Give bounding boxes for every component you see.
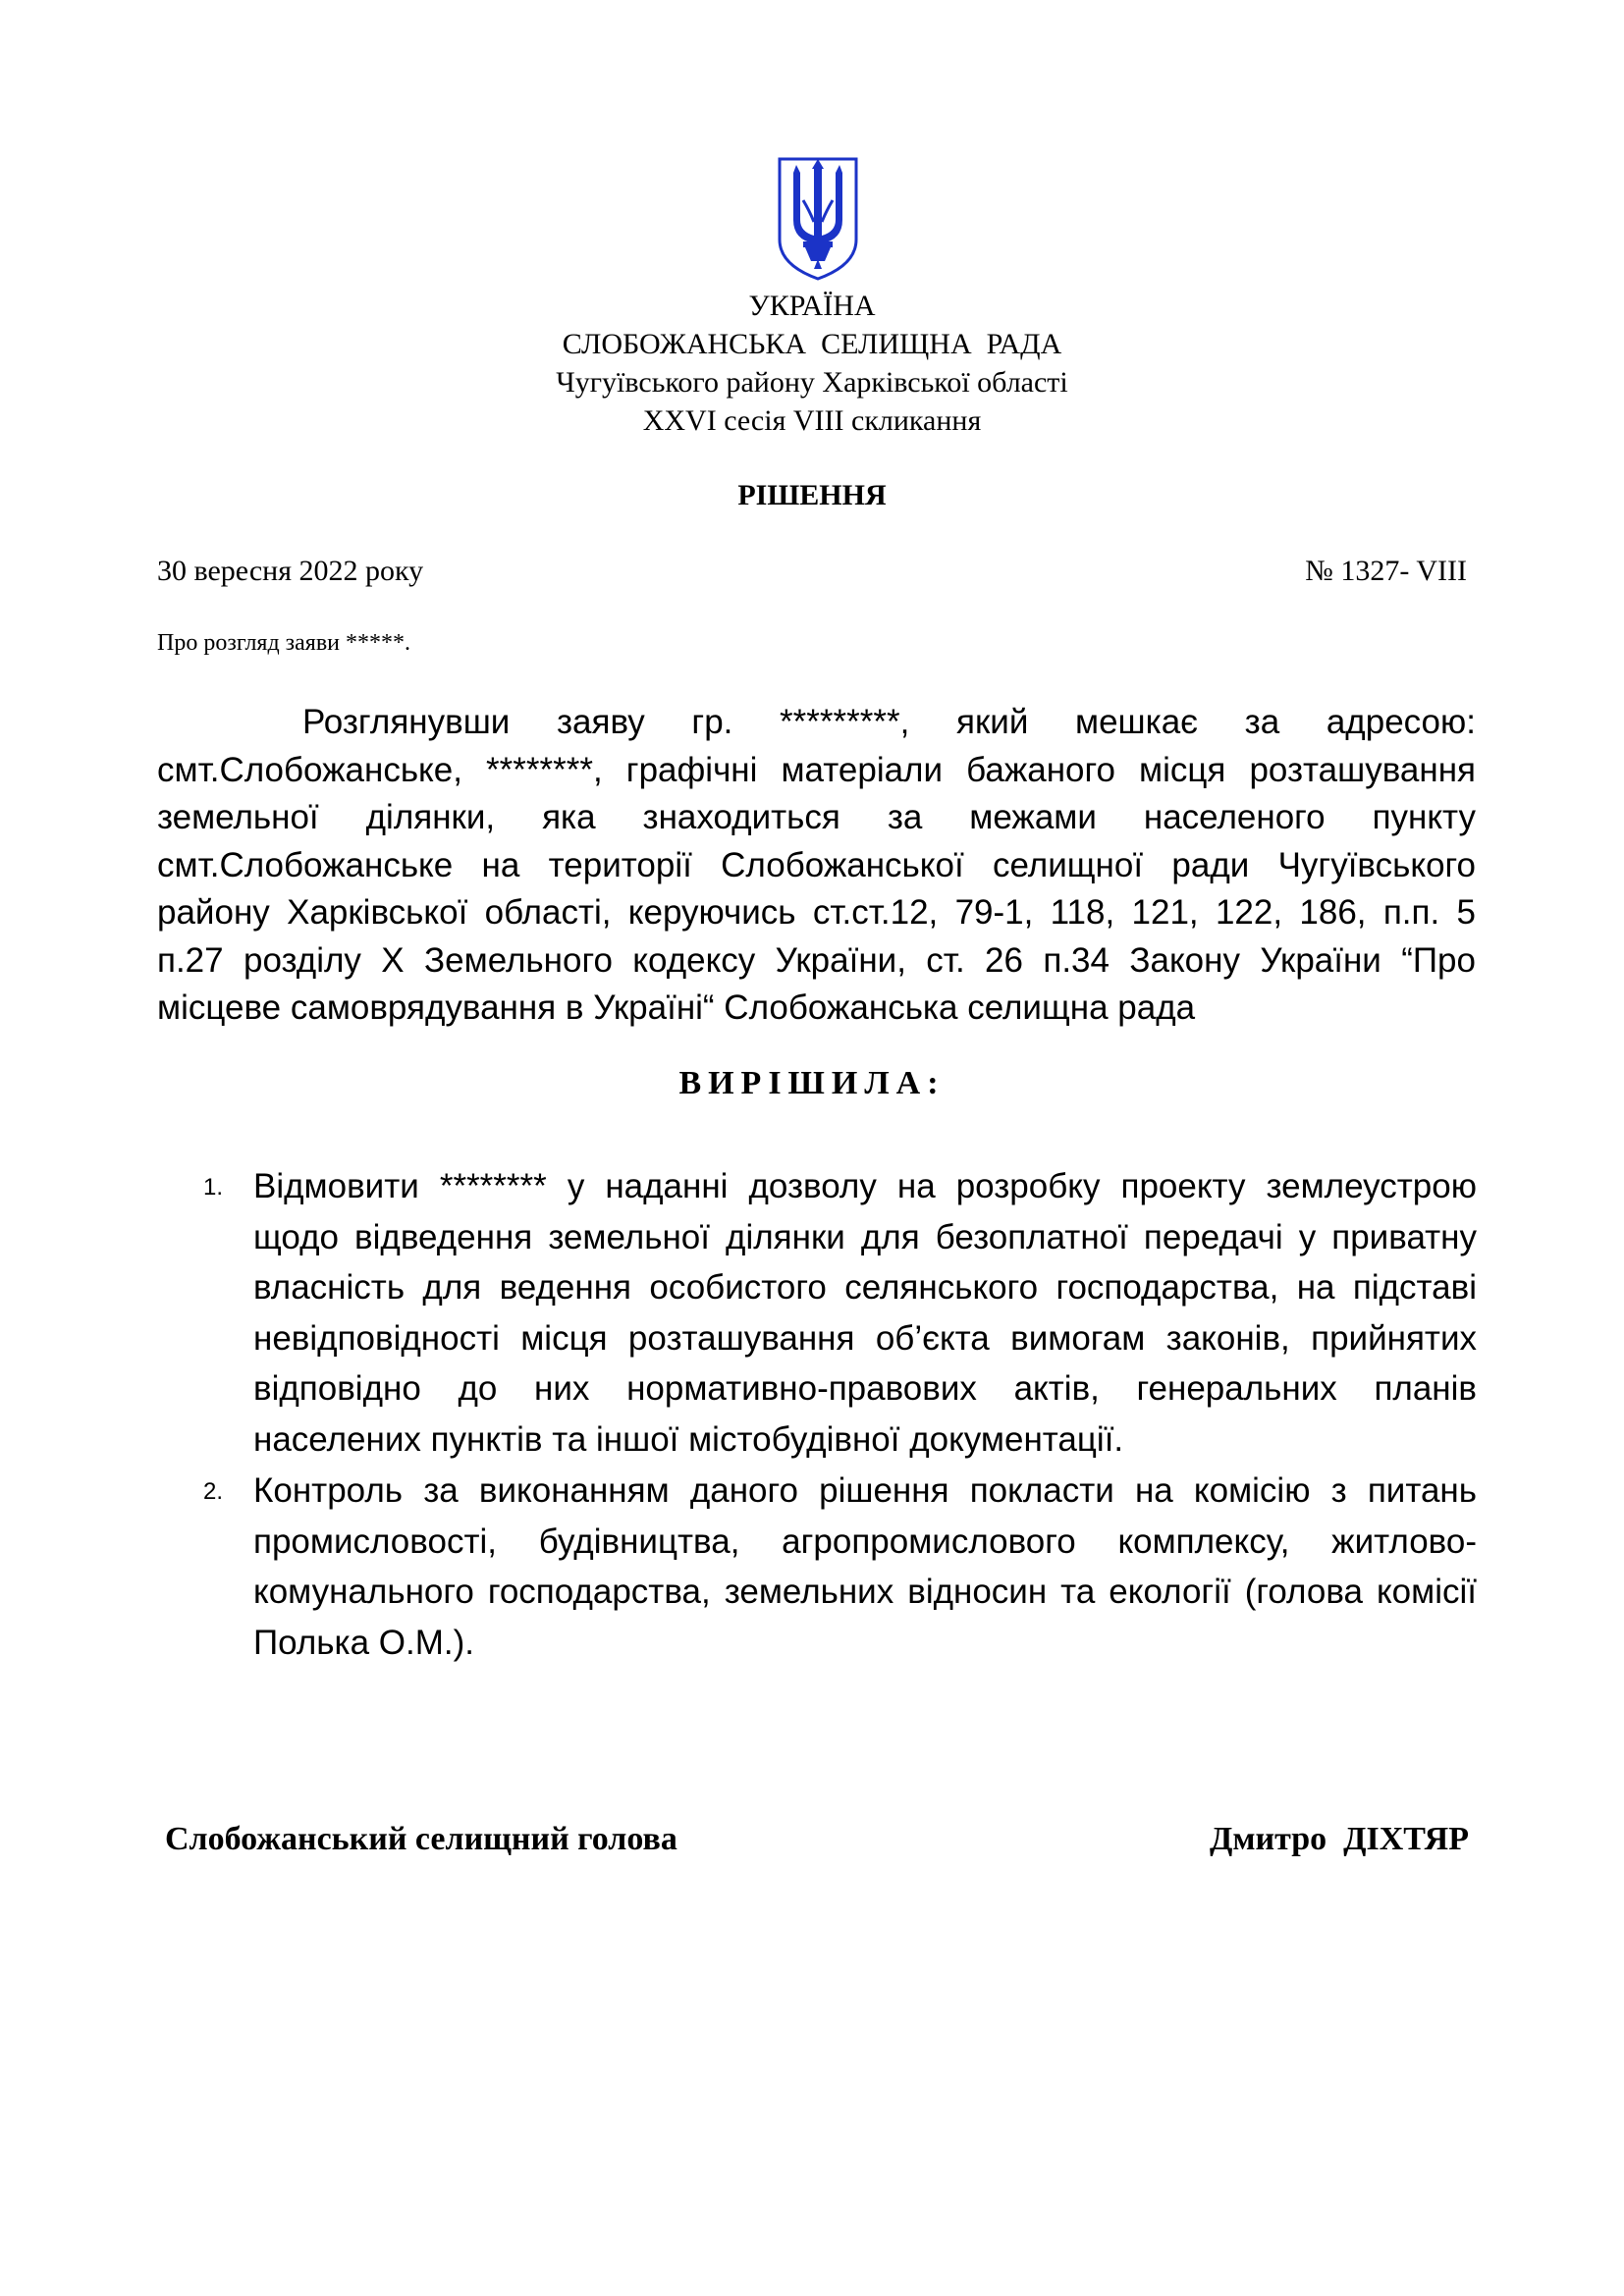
list-item-line: власність для ведення особистого селянського господарства, на підставі — [253, 1268, 1477, 1307]
list-item-line: відповідно до них нормативно-правових актів, генеральних планів — [253, 1369, 1477, 1408]
list-item-line: комунального господарства, земельних відносин та екології (голова комісії — [253, 1573, 1477, 1611]
list-item-line: Полька О.М.). — [253, 1623, 474, 1662]
session-heading: XXVI сесія VIII скликання — [642, 404, 982, 437]
list-item-line: Контроль за виконанням даного рішення покласти на комісію з питань — [253, 1471, 1477, 1510]
resolved-heading: ВИРІШИЛА: — [678, 1065, 946, 1101]
council-heading: СЛОБОЖАНСЬКА СЕЛИЩНА РАДА — [562, 328, 1062, 360]
signatory-name: Дмитро ДІХТЯР — [1209, 1821, 1469, 1857]
preamble-line: Розглянувши заяву гр. *********, який мешкає за адресою: — [302, 703, 1476, 741]
list-item-line: Відмовити ******** у наданні дозволу на розробку проекту землеустрою — [253, 1167, 1477, 1205]
preamble-line: району Харківської області, керуючись ст.ст.12, 79-1, 118, 121, 122, 186, п.п. 5 — [157, 893, 1476, 932]
preamble-line: смт.Слобожанське на території Слобожанської селищної ради Чугуївського — [157, 845, 1476, 884]
list-item — [253, 1466, 1477, 1668]
preamble-line: місцеве самоврядування в Україні“ Слобожанська селищна рада — [157, 988, 1196, 1027]
decision-date: 30 вересня 2022 року — [157, 555, 424, 587]
list-item-line: щодо відведення земельної ділянки для безоплатної передачі у приватну — [253, 1217, 1477, 1256]
district-heading: Чугуївського району Харківської області — [556, 366, 1068, 399]
trident-coat-of-arms-icon — [774, 155, 862, 283]
decision-number: № 1327- VIII — [1305, 555, 1467, 587]
list-item-line: невідповідності місця розташування об’єкта вимогам законів, прийнятих — [253, 1318, 1477, 1358]
list-item — [253, 1161, 1477, 1465]
list-item-line: промисловості, будівництва, агропромислового комплексу, житлово- — [253, 1522, 1477, 1561]
list-item-number: 1. — [203, 1174, 224, 1201]
decision-subject: Про розгляд заяви *****. — [157, 630, 411, 656]
signatory-title: Слобожанський селищний голова — [165, 1821, 677, 1857]
country-heading: УКРАЇНА — [748, 290, 876, 322]
preamble-line: смт.Слобожанське, ********, графічні матеріали бажаного місця розташування — [157, 750, 1476, 789]
list-item-number: 2. — [203, 1478, 224, 1505]
document-type-title: РІШЕННЯ — [737, 479, 887, 511]
preamble-paragraph — [157, 699, 1476, 1033]
list-item-line: населених пунктів та іншої містобудівної документації. — [253, 1419, 1124, 1459]
preamble-line: п.27 розділу Х Земельного кодексу України, ст. 26 п.34 Закону України “Про — [157, 940, 1476, 980]
preamble-line: земельної ділянки, яка знаходиться за межами населеного пункту — [157, 798, 1476, 836]
